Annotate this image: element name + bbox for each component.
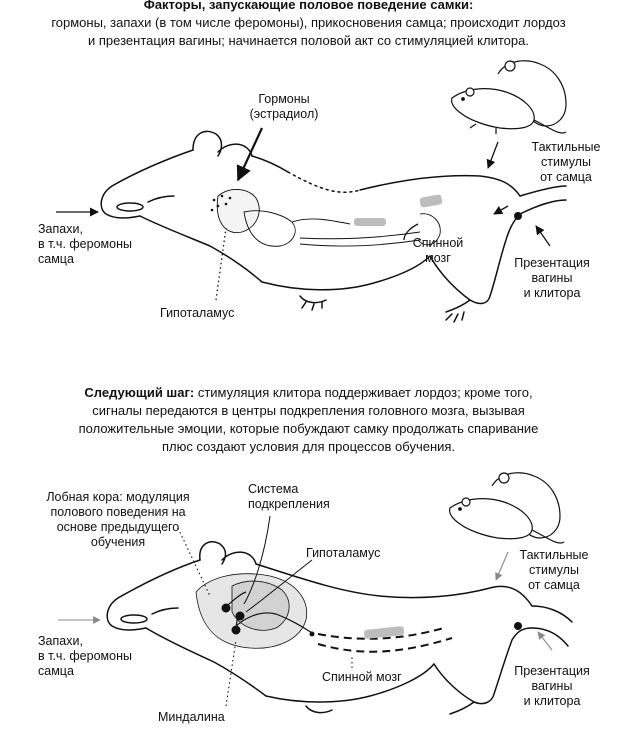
panel1-gray-bar-1 (354, 218, 386, 226)
label-presentation-2: Презентация вагины и клитора (514, 664, 590, 708)
arrow-presentation-2 (538, 632, 552, 650)
panel2-mating-mice (450, 473, 564, 543)
panel2-line4: плюс создают условия для процессов обучения. (161, 439, 456, 454)
panel1-spinal-dot (514, 212, 522, 220)
panel2-heading-bold: Следующий шаг: (84, 385, 195, 400)
panel1-line2: и презентация вагины; начинается половой акт со стимуляцией клитора. (88, 33, 529, 48)
panel1-gray-bar-2 (419, 194, 442, 208)
label-hormones: Гормоны (эстрадиол) (249, 92, 319, 121)
panel2-heading-rest: стимуляция клитора поддерживает лордоз; кроме того, (194, 385, 533, 400)
line-amygdala (226, 640, 236, 706)
label-tactile-2: Тактильные стимулы от самца (519, 548, 589, 592)
panel2-line3: положительные эмоции, которые побуждают самку продолжать спаривание (78, 421, 539, 436)
line-hypothalamus (216, 228, 226, 300)
label-presentation-1: Презентация вагины и клитора (514, 256, 590, 300)
label-tactile-1: Тактильные стимулы от самца (531, 140, 601, 184)
panel2-brain (196, 574, 307, 649)
label-hypothalamus-1: Гипоталамус (160, 306, 235, 320)
label-spinal-2: Спинной мозг (322, 670, 402, 684)
arrow-presentation (536, 226, 550, 246)
arrow-tactile (488, 142, 498, 168)
label-hypothalamus-2: Гипоталамус (306, 546, 381, 560)
panel2-line2: сигналы передаются в центры подкрепления головного мозга, вызывая (92, 403, 525, 418)
arrow-hormones (238, 128, 262, 180)
label-smells-2: Запахи, в т.ч. феромоны самца (38, 634, 132, 678)
panel1-pointers (56, 128, 550, 300)
panel1-heading: Факторы, запускающие половое поведение самки: (143, 0, 474, 12)
panel1-line1: гормоны, запахи (в том числе феромоны), прикосновения самца; происходит лордоз (51, 15, 566, 30)
arrow-tactile-2 (494, 206, 508, 214)
label-spinal-1: Спинной мозг (412, 236, 464, 265)
panel1-mating-mice (452, 61, 566, 134)
panel1-rat-outline (101, 131, 566, 322)
label-frontal: Лобная кора: модуляция полового поведения на основе предыдущего обучения (46, 490, 190, 549)
label-amygdala: Миндалина (158, 710, 225, 724)
label-smells-1: Запахи, в т.ч. феромоны самца (38, 222, 132, 266)
label-reward: Система подкрепления (248, 482, 330, 511)
